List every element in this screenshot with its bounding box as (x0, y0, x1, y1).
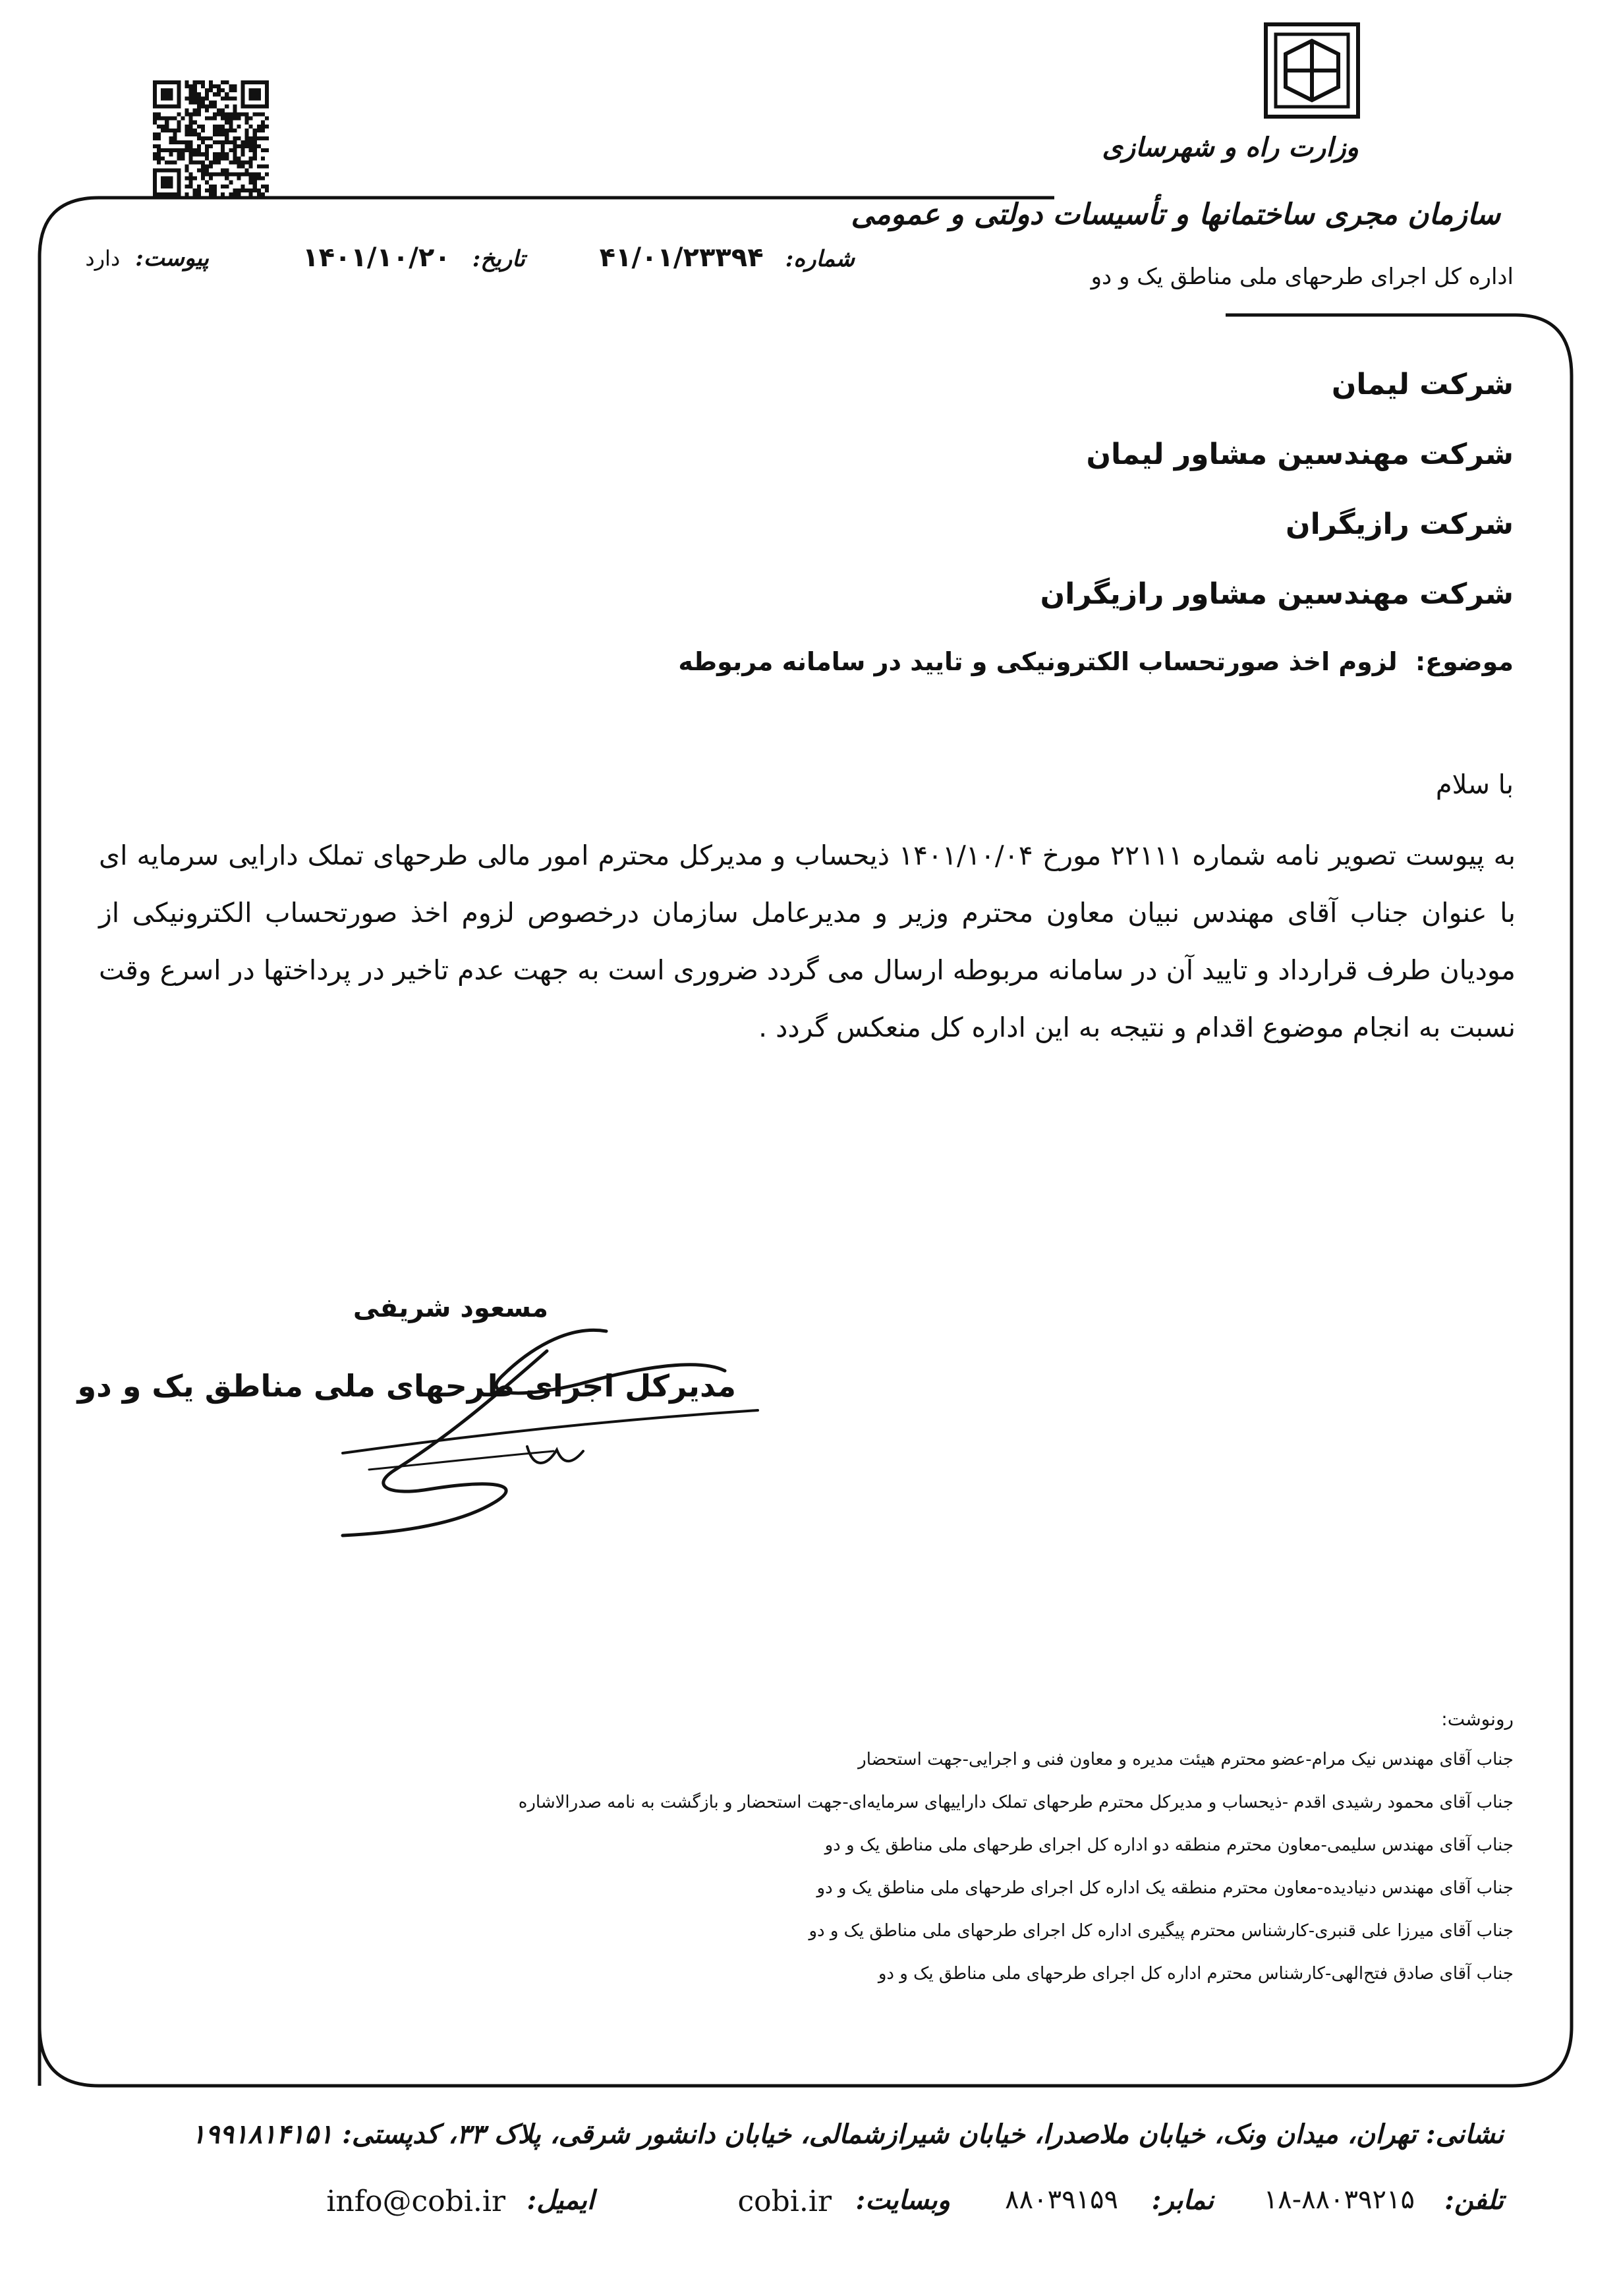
cc-label: رونوشت: (1441, 1708, 1514, 1730)
subject-text: لزوم اخذ صورتحساب الکترونیکی و تایید در سامانه مربوطه (678, 647, 1398, 676)
letter-number: ۴۱/۰۱/۲۳۳۹۴ (599, 243, 764, 273)
fax-label: نمابر: (1151, 2185, 1214, 2216)
handwritten-signature (329, 1305, 764, 1555)
greeting: با سلام (1435, 770, 1514, 800)
ministry-logo (1264, 22, 1360, 119)
cc-item-5: جناب آقای میرزا علی قنبری-کارشناس محترم پیگیری اداره کل اجرای طرحهای ملی مناطق یک و دو (809, 1921, 1514, 1941)
cc-item-4: جناب آقای مهندس دنیادیده-معاون محترم منطقه یک اداره کل اجرای طرحهای ملی مناطق یک و دو (816, 1878, 1514, 1898)
footer-address: نشانی: تهران، میدان ونک، خیابان ملاصدرا، خیابان شیرازشمالی، خیابان دانشور شرقی، پلاک ۳۳، کدپستی: ۱۹۹۱۸۱۴۱۵۱ (191, 2119, 1504, 2150)
letter-meta (600, 243, 855, 273)
addressee-4: شرکت مهندسین مشاور رازیگران (1040, 577, 1514, 611)
attachment-value: دارد (85, 246, 121, 271)
subject-line (678, 647, 1514, 676)
addressee-2: شرکت مهندسین مشاور لیمان (1086, 438, 1514, 471)
qr-code (153, 80, 269, 196)
organization-name: سازمان مجری ساختمانها و تأسیسات دولتی و عمومی (851, 198, 1500, 231)
date-label: تاریخ: (472, 246, 525, 272)
letter-body: به پیوست تصویر نامه شماره ۲۲۱۱۱ مورخ ۱۴۰۱/۱۰/۰۴ ذیحساب و مدیرکل محترم امور مالی طرحهای تملک دارایی سرمایه ای با عنوان جناب آقای مهندس نبیان معاون محترم وزیر و مدیرعامل سازمان درخصوص لزوم اخذ صورتحساب الکترونیکی از مودیان طرف قرارداد و تایید آن در سامانه مربوطه ارسال می گردد ضروری است به جهت عدم تاخیر در پرداختها در اسرع وقت نسبت به انجام موضوع اقدام و نتیجه به این اداره کل منعکس گردد . (99, 840, 1516, 1043)
footer-contacts (310, 2185, 1504, 2231)
cc-item-3: جناب آقای مهندس سلیمی-معاون محترم منطقه دو اداره کل اجرای طرحهای ملی مناطق یک و دو (824, 1835, 1514, 1855)
cc-item-1: جناب آقای مهندس نیک مرام-عضو محترم هیئت مدیره و معاون فنی و اجرایی-جهت استحضار (858, 1750, 1514, 1769)
email-value[interactable]: info@cobi.ir (326, 2185, 505, 2218)
letter-date: ۱۴۰۱/۱۰/۲۰ (302, 243, 451, 273)
addressee-1: شرکت لیمان (1331, 368, 1514, 401)
number-label: شماره: (785, 246, 855, 272)
phone-value: ۱۸-۸۸۰۳۹۲۱۵ (1263, 2185, 1415, 2215)
attachment-label: پیوست: (135, 245, 209, 272)
website-label: وبسایت: (855, 2185, 950, 2216)
attachment-block (85, 245, 209, 272)
cc-item-2: جناب آقای محمود رشیدی اقدم -ذیحساب و مدیرکل محترم طرحهای تملک داراییهای سرمایه‌ای-جهت استحضار و بازگشت به نامه صدرالاشاره (518, 1793, 1514, 1812)
addressee-3: شرکت رازیگران (1286, 507, 1514, 541)
fax-value: ۸۸۰۳۹۱۵۹ (1005, 2185, 1118, 2215)
signer-title: مدیرکل اجرای طرحهای ملی مناطق یک و دو (77, 1368, 736, 1404)
ministry-name: وزارت راه و شهرسازی (1102, 132, 1359, 163)
signer-name: مسعود شریفی (353, 1293, 548, 1323)
letter-date-block (302, 243, 525, 273)
department-name: اداره کل اجرای طرحهای ملی مناطق یک و دو (1091, 264, 1514, 290)
email-label: ایمیل: (526, 2185, 594, 2216)
subject-label: موضوع: (1415, 647, 1514, 676)
phone-label: تلفن: (1444, 2185, 1504, 2216)
website-value[interactable]: cobi.ir (737, 2185, 832, 2218)
cc-item-6: جناب آقای صادق فتح‌الهی-کارشناس محترم اداره کل اجرای طرحهای ملی مناطق یک و دو (878, 1964, 1514, 1984)
